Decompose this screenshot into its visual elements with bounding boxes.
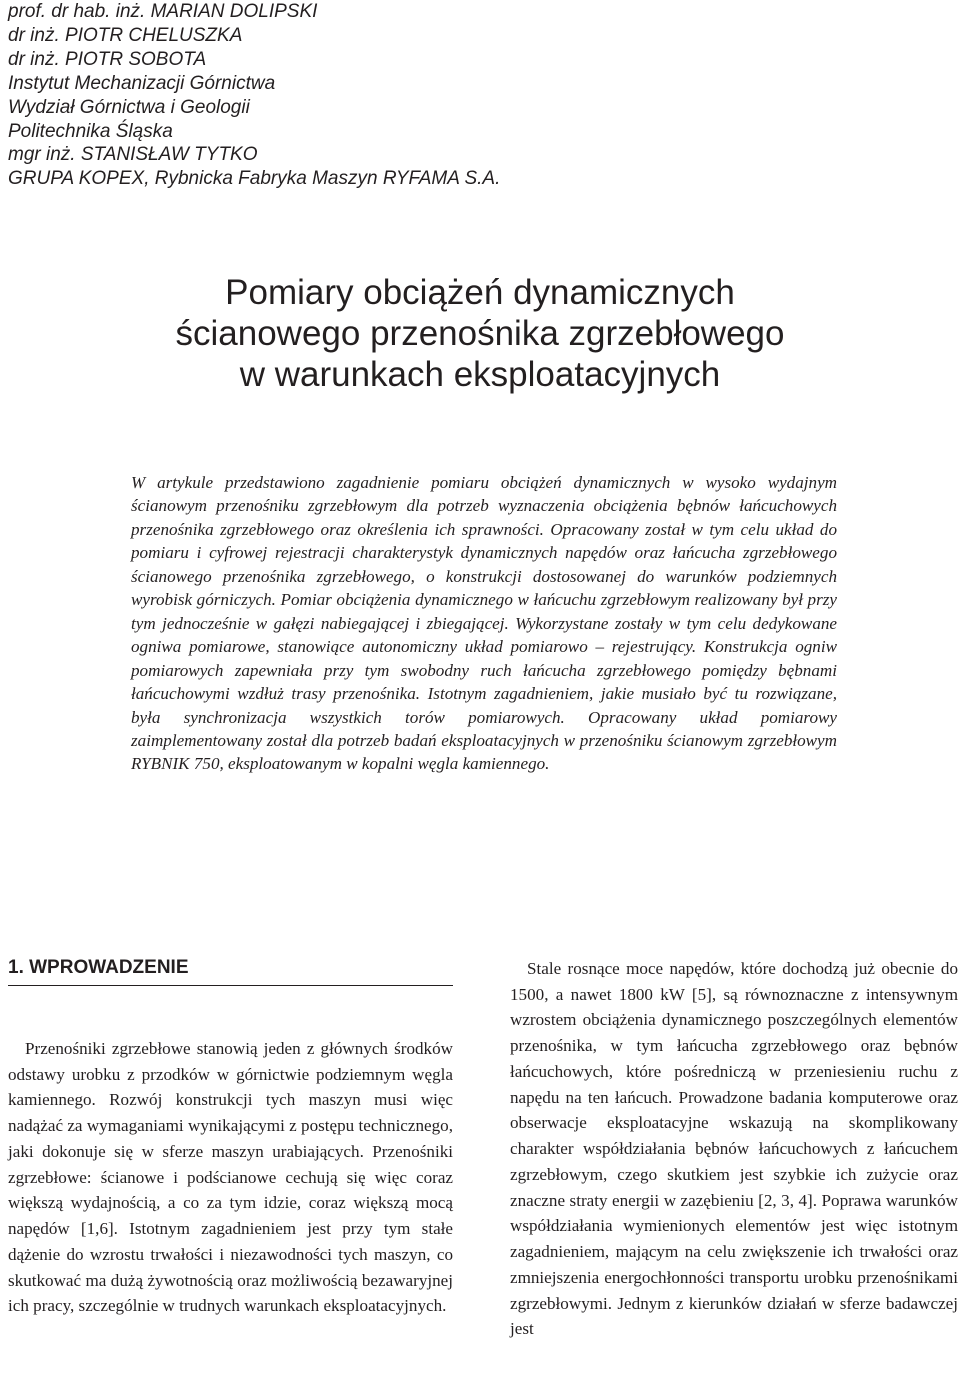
title-line: Pomiary obciążeń dynamicznych [225, 273, 735, 312]
paper-title [0, 272, 960, 395]
abstract: W artykule przedstawiono zagadnienie pomiaru obciążeń dynamicznych w wysoko wydajnym ścianowym przenośniku zgrzebłowym dla potrzeb wyznaczenia obciążenia bębnów łańcuchowych przenośnika zgrzebłowego oraz określenia ich sprawności. Opracowany został w tym celu układ do pomiaru i cyfrowej rejestracji charakterystyk dynamicznych napędów oraz łańcucha zgrzebłowego ścianowego przenośnika zgrzebłowego, o konstrukcji dostosowanej do warunków podziemnych wyrobisk górniczych. Pomiar obciążenia dynamicznego w łańcuchu zgrzebłowym realizowany był przy tym jednocześnie w gałęzi nabiegającej i zbiegającej. Wykorzystane zostały w tym celu dedykowane ogniwa pomiarowe, stanowiące autonomiczny układ pomiarowo – rejestrujący. Konstrukcja ogniw pomiarowych zapewniała przy tym swobodny ruch łańcucha zgrzebłowego pomiędzy bębnami łańcuchowymi wzdłuż trasy przenośnika. Istotnym zagadnieniem, jakie musiało być tu rozwiązane, była synchronizacja wszystkich torów pomiarowych. Opracowany układ pomiarowy zaimplementowany został dla potrzeb badań eksploatacyjnych w przenośniku ścianowym zgrzebłowym RYBNIK 750, eksploatowanym w kopalni węgla kamiennego. [131, 473, 837, 774]
author-line: dr inż. PIOTR CHELUSZKA [8, 24, 243, 46]
affiliation-line: Wydział Górnictwa i Geologii [8, 96, 250, 118]
author-line: dr inż. PIOTR SOBOTA [8, 48, 207, 70]
author-line: mgr inż. STANISŁAW TYTKO [8, 144, 258, 166]
affiliation-line: Politechnika Śląska [8, 120, 173, 142]
affiliation-line: GRUPA KOPEX, Rybnicka Fabryka Maszyn RYFAMA S.A. [8, 168, 501, 190]
title-line: w warunkach eksploatacyjnych [239, 355, 721, 394]
author-line: prof. dr hab. inż. MARIAN DOLIPSKI [8, 1, 318, 22]
title-line: ścianowego przenośnika zgrzebłowego [175, 314, 785, 353]
body-left-column: Przenośniki zgrzebłowe stanowią jeden z głównych środków odstawy urobku z przodków w górnictwie podziemnym węgla kamiennego. Rozwój konstrukcji tych maszyn musi więc nadążać za wymaganiami wynikającymi z postępu technicznego, jaki dokonuje się w sferze maszyn urabiających. Przenośniki zgrzebłowe: ścianowe i podścianowe cechują się więc coraz większą wydajnością, a co za tym idzie, coraz większą mocą napędów [1,6]. Istotnym zagadnieniem jest przy tym stałe dążenie do wzrostu trwałości i niezawodności tych maszyn, co skutkować ma dużą żywotnością oraz możliwością bezawaryjnej ich pracy, szczególnie w trudnych warunkach eksploatacyjnych. [8, 1039, 453, 1316]
affiliation-line: Instytut Mechanizacji Górnictwa [8, 72, 276, 94]
section-heading: 1. WPROWADZENIE [8, 956, 453, 986]
author-affiliation-block [8, 0, 608, 191]
body-right-column: Stale rosnące moce napędów, które dochodzą już obecnie do 1500, a nawet 1800 kW [5], są równoznaczne z intensywnym wzrostem obciążenia dynamicznego poszczególnych elementów przenośnika, w tym łańcucha zgrzebłowego oraz bębnów łańcuchowych, które pośredniczą w przeniesieniu ruchu z napędu na ten łańcuch. Prowadzone badania komputerowe oraz obserwacje eksploatacyjne wskazują na skomplikowany charakter współdziałania bębnów łańcuchowych z łańcuchem zgrzebłowym, czego skutkiem jest szybkie ich zużycie oraz znaczne straty energii w zazębieniu [2, 3, 4]. Poprawa warunków współdziałania wymienionych elementów jest więc istotnym zagadnieniem, mającym na celu zwiększenie ich trwałości oraz zmniejszenia energochłonności transportu urobku przenośnikami zgrzebłowymi. Jednym z kierunków działań w sferze badawczej jest [510, 959, 958, 1339]
